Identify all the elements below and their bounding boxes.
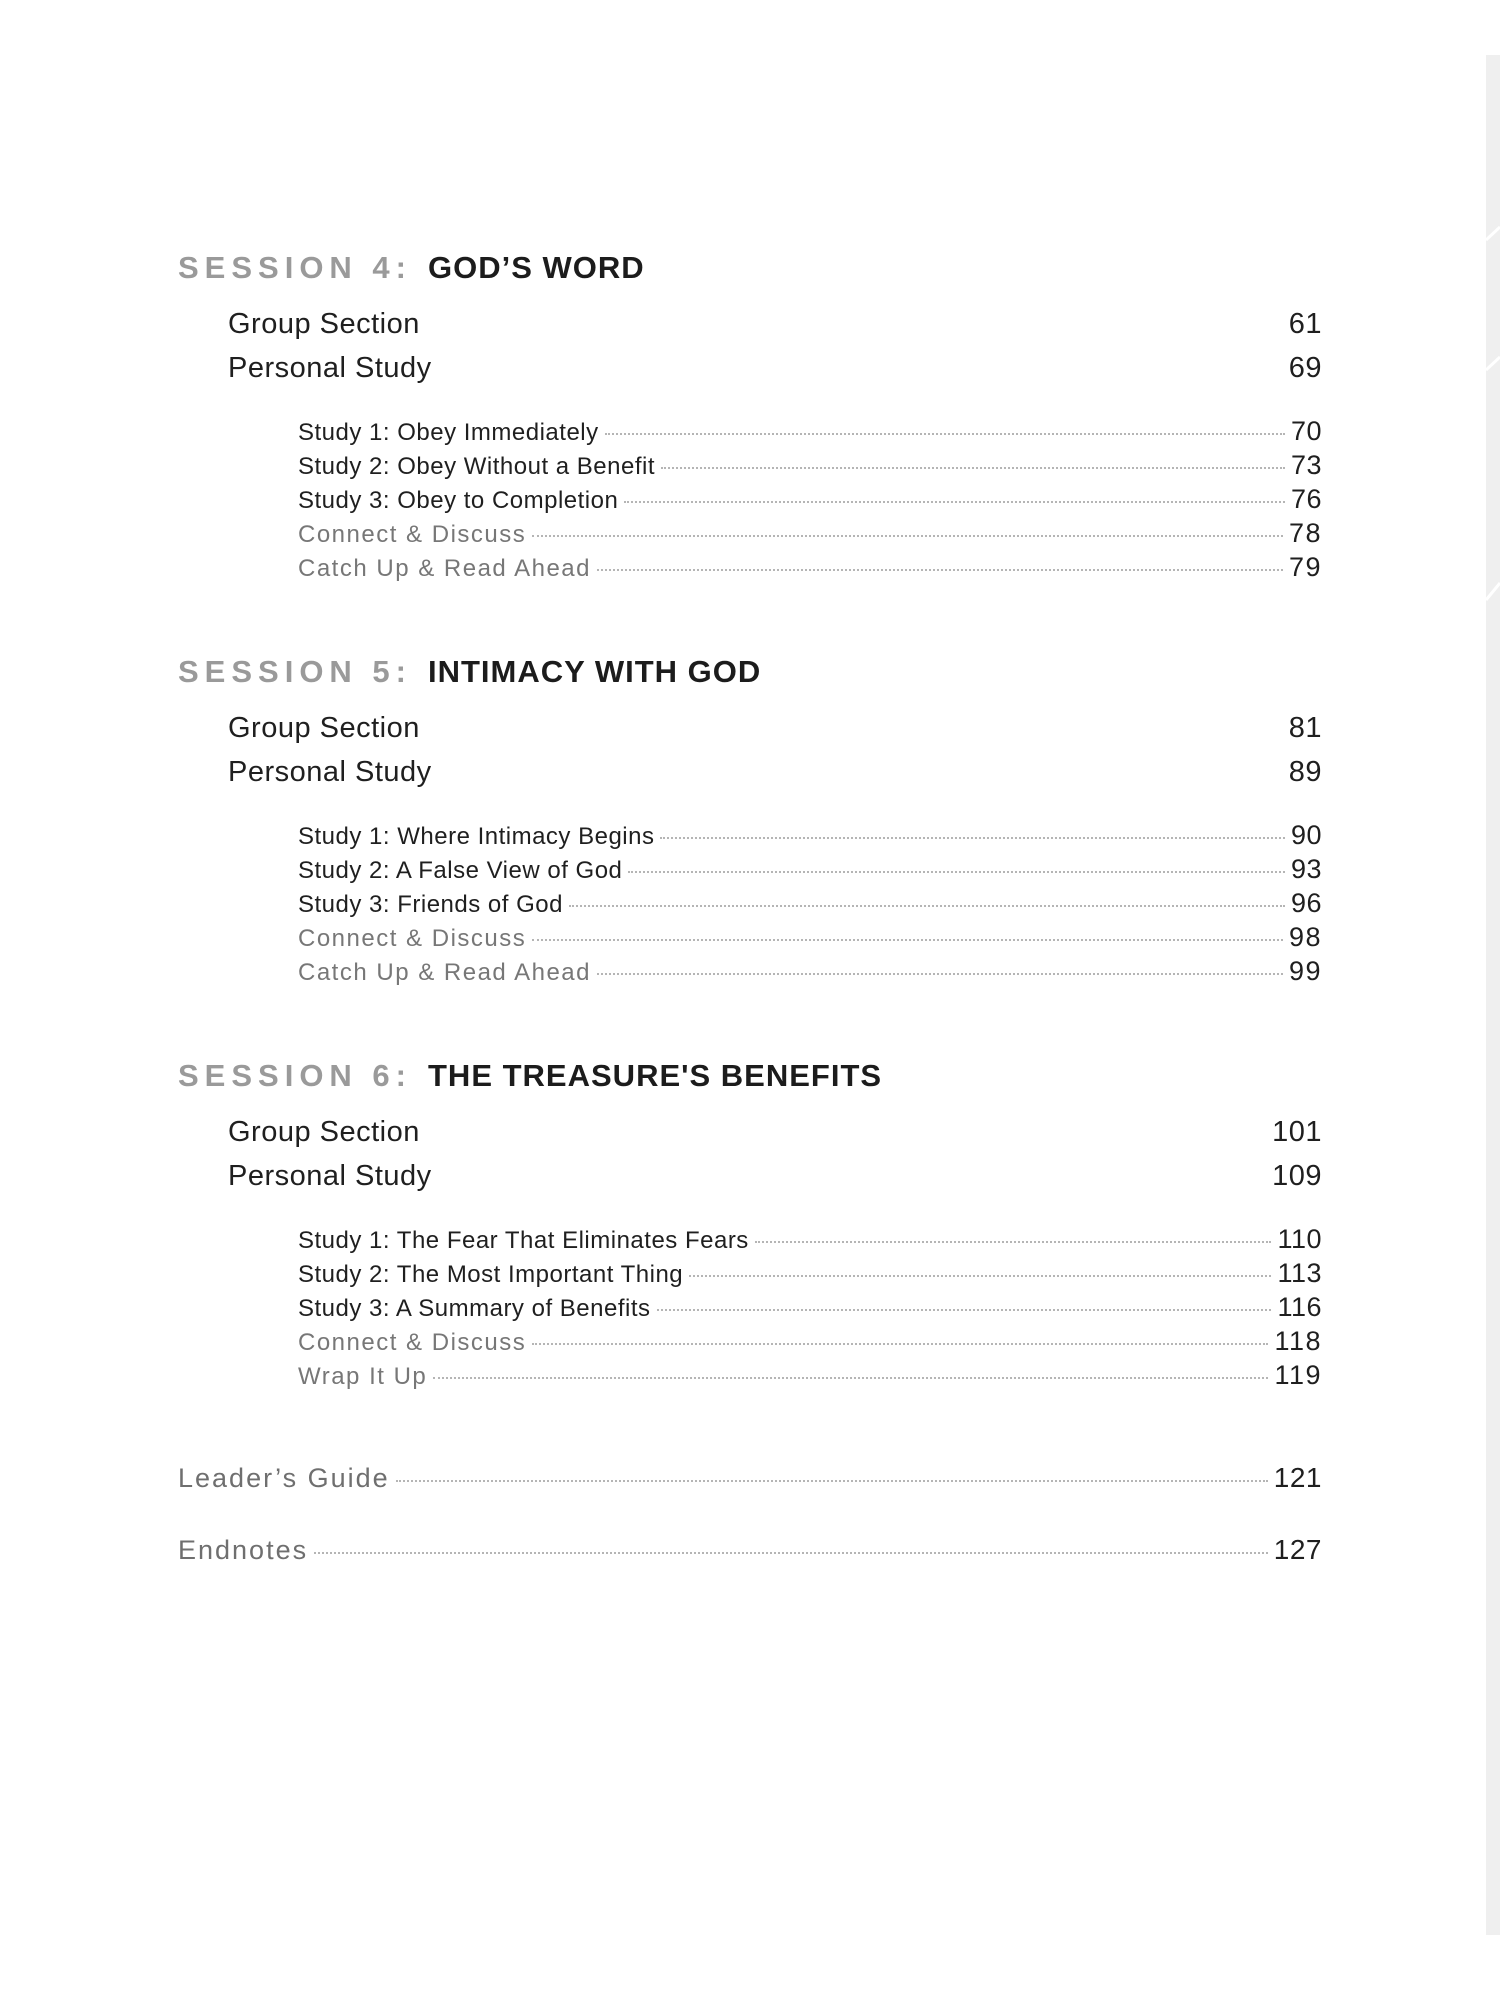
session-4 (178, 250, 1322, 586)
toc-entry-personal-study[interactable] (178, 352, 1322, 396)
entry-page-number: 78 (1288, 518, 1322, 548)
toc-entry-endnotes[interactable] (178, 1534, 1322, 1570)
entry-label: Study 3: Obey to Completion (298, 487, 619, 514)
entry-page-number: 93 (1290, 854, 1322, 884)
session-5 (178, 654, 1322, 990)
toc-entry-study[interactable] (298, 416, 1322, 450)
toc-entry-study[interactable] (298, 1292, 1322, 1326)
dot-leader (396, 1480, 1268, 1482)
dot-leader (532, 535, 1283, 537)
toc-entry-study[interactable] (298, 1224, 1322, 1258)
entry-page-number: 89 (1288, 756, 1322, 788)
entry-page-number: 116 (1277, 1292, 1322, 1322)
entry-label: Study 1: The Fear That Eliminates Fears (298, 1227, 749, 1254)
entry-page-number: 121 (1273, 1462, 1322, 1493)
entry-label: Catch Up & Read Ahead (298, 555, 592, 582)
entry-label: Wrap It Up (298, 1363, 428, 1390)
dot-leader (660, 837, 1284, 839)
session-title: THE TREASURE'S BENEFITS (428, 1058, 883, 1093)
entry-page-number: 79 (1288, 552, 1322, 582)
toc-entry-leaders-guide[interactable] (178, 1462, 1322, 1498)
dot-leader (597, 569, 1283, 571)
toc-entry-study[interactable] (298, 484, 1322, 518)
toc-entry-connect-discuss[interactable] (298, 518, 1322, 552)
entry-page-number: 69 (1288, 352, 1322, 384)
entry-label: Endnotes (178, 1535, 309, 1565)
session-heading (178, 654, 1322, 698)
entry-label: Group Section (228, 308, 420, 340)
dot-leader (661, 467, 1285, 469)
study-list (178, 820, 1322, 990)
session-title: INTIMACY WITH GOD (428, 654, 762, 689)
toc-entry-personal-study[interactable] (178, 756, 1322, 800)
dot-leader (755, 1241, 1272, 1243)
entry-label: Connect & Discuss (298, 925, 527, 952)
toc-entry-group-section[interactable] (178, 1116, 1322, 1160)
entry-label: Study 2: A False View of God (298, 857, 623, 884)
entry-label: Catch Up & Read Ahead (298, 959, 592, 986)
entry-label: Study 3: A Summary of Benefits (298, 1295, 651, 1322)
entry-label: Connect & Discuss (298, 1329, 527, 1356)
entry-label: Study 2: The Most Important Thing (298, 1261, 684, 1288)
entry-page-number: 101 (1272, 1116, 1322, 1148)
entry-label: Connect & Discuss (298, 521, 527, 548)
toc-entry-connect-discuss[interactable] (298, 1326, 1322, 1360)
toc-entry-group-section[interactable] (178, 308, 1322, 352)
entry-label: Leader’s Guide (178, 1463, 390, 1493)
study-list (178, 416, 1322, 586)
entry-page-number: 76 (1290, 484, 1322, 514)
entry-page-number: 98 (1288, 922, 1322, 952)
entry-page-number: 90 (1290, 820, 1322, 850)
dot-leader (624, 501, 1285, 503)
dot-leader (314, 1552, 1268, 1554)
entry-label: Personal Study (228, 352, 432, 384)
entry-label: Personal Study (228, 756, 432, 788)
dot-leader (605, 433, 1285, 435)
dot-leader (532, 939, 1283, 941)
toc-entry-study[interactable] (298, 1258, 1322, 1292)
dot-leader (569, 905, 1285, 907)
session-title: GOD’S WORD (428, 250, 645, 285)
entry-page-number: 73 (1290, 450, 1322, 480)
dot-leader (657, 1309, 1272, 1311)
toc-entry-study[interactable] (298, 888, 1322, 922)
session-heading (178, 250, 1322, 294)
entry-page-number: 61 (1288, 308, 1322, 340)
session-heading (178, 1058, 1322, 1102)
dot-leader (628, 871, 1285, 873)
entry-page-number: 70 (1290, 416, 1322, 446)
table-of-contents (178, 250, 1322, 1606)
page-edge-strip (1486, 55, 1500, 1935)
entry-label: Study 1: Obey Immediately (298, 419, 599, 446)
entry-page-number: 110 (1277, 1224, 1322, 1254)
session-number: SESSION 5: (178, 654, 412, 689)
edge-decoration-icon (1486, 55, 1500, 1935)
toc-entry-study[interactable] (298, 820, 1322, 854)
session-number: SESSION 6: (178, 1058, 412, 1093)
session-6 (178, 1058, 1322, 1394)
entry-label: Group Section (228, 1116, 420, 1148)
entry-label: Study 2: Obey Without a Benefit (298, 453, 656, 480)
entry-page-number: 127 (1273, 1534, 1322, 1565)
toc-entry-personal-study[interactable] (178, 1160, 1322, 1204)
entry-page-number: 113 (1277, 1258, 1322, 1288)
entry-page-number: 96 (1290, 888, 1322, 918)
toc-entry-study[interactable] (298, 854, 1322, 888)
entry-page-number: 119 (1274, 1360, 1322, 1390)
toc-entry-study[interactable] (298, 450, 1322, 484)
entry-label: Study 1: Where Intimacy Begins (298, 823, 655, 850)
dot-leader (532, 1343, 1268, 1345)
entry-page-number: 118 (1274, 1326, 1322, 1356)
entry-page-number: 81 (1288, 712, 1322, 744)
entry-page-number: 99 (1288, 956, 1322, 986)
toc-entry-wrap-it-up[interactable] (298, 1360, 1322, 1394)
toc-entry-catch-up[interactable] (298, 552, 1322, 586)
study-list (178, 1224, 1322, 1394)
entry-label: Personal Study (228, 1160, 432, 1192)
session-number: SESSION 4: (178, 250, 412, 285)
dot-leader (433, 1377, 1268, 1379)
entry-label: Group Section (228, 712, 420, 744)
dot-leader (689, 1275, 1271, 1277)
dot-leader (597, 973, 1283, 975)
toc-entry-catch-up[interactable] (298, 956, 1322, 990)
toc-entry-group-section[interactable] (178, 712, 1322, 756)
toc-entry-connect-discuss[interactable] (298, 922, 1322, 956)
back-matter (178, 1462, 1322, 1570)
entry-label: Study 3: Friends of God (298, 891, 563, 918)
entry-page-number: 109 (1272, 1160, 1322, 1192)
